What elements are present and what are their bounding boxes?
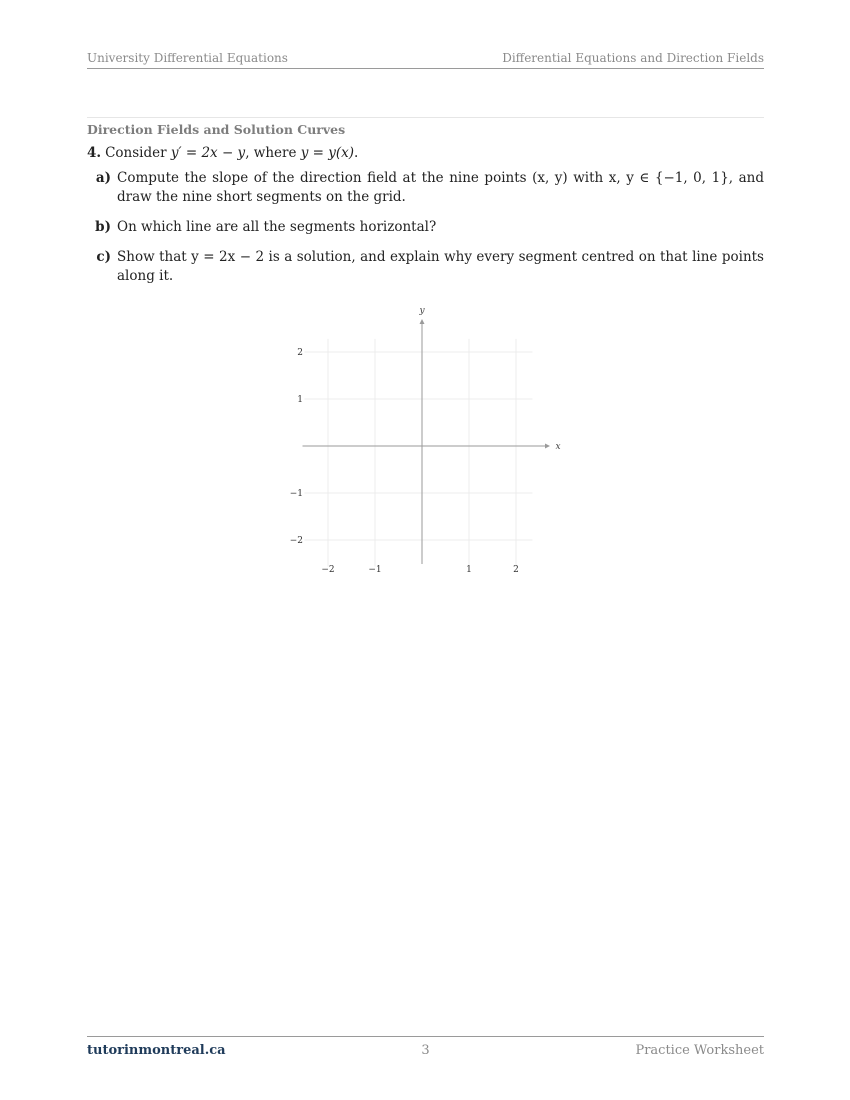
x-tick-label: 2 (513, 565, 519, 575)
question-text-mid: , where (245, 145, 301, 161)
x-tick-label: −2 (321, 565, 335, 575)
page-footer (87, 1036, 764, 1067)
part-text: On which line are all the segments horizontal? (117, 219, 437, 235)
question-function: y = y(x) (300, 145, 355, 161)
x-axis-arrow (545, 444, 550, 449)
x-tick-label: −1 (368, 565, 382, 575)
header-course-title: University Differential Equations (87, 51, 288, 65)
header-chapter-title: Differential Equations and Direction Fields (502, 51, 764, 65)
question-text-prefix: Consider (105, 145, 171, 161)
part-label: c) (96, 249, 111, 265)
x-axis-label: x (555, 442, 561, 452)
part-label: a) (95, 170, 111, 186)
y-tick-label: −1 (289, 489, 303, 499)
y-axis-label: y (419, 306, 425, 316)
y-tick-label: 1 (297, 395, 303, 405)
footer-site: tutorinmontreal.ca (87, 1043, 226, 1058)
question-number: 4. (87, 145, 102, 161)
grid-lines (305, 339, 533, 567)
part-label: b) (95, 219, 111, 235)
question-equation: y′ = 2x − y (170, 145, 246, 161)
footer-page-number: 3 (421, 1043, 430, 1058)
question-text-end: . (354, 145, 359, 161)
axes (303, 319, 551, 564)
footer-doc-type: Practice Worksheet (635, 1043, 764, 1058)
y-axis-arrow (420, 319, 425, 324)
section-title: Direction Fields and Solution Curves (87, 122, 346, 137)
part-text: Compute the slope of the direction field at the nine points (x, y) with x, y ∈ {−1, 0, 1}, and draw the nine short segments on the grid. (117, 170, 764, 205)
x-tick-label: 1 (466, 565, 472, 575)
tick-labels (290, 306, 561, 575)
part-text: Show that y = 2x − 2 is a solution, and explain why every segment centred on that line points along it. (117, 249, 764, 284)
y-tick-label: −2 (289, 536, 303, 546)
y-tick-label: 2 (297, 348, 303, 358)
